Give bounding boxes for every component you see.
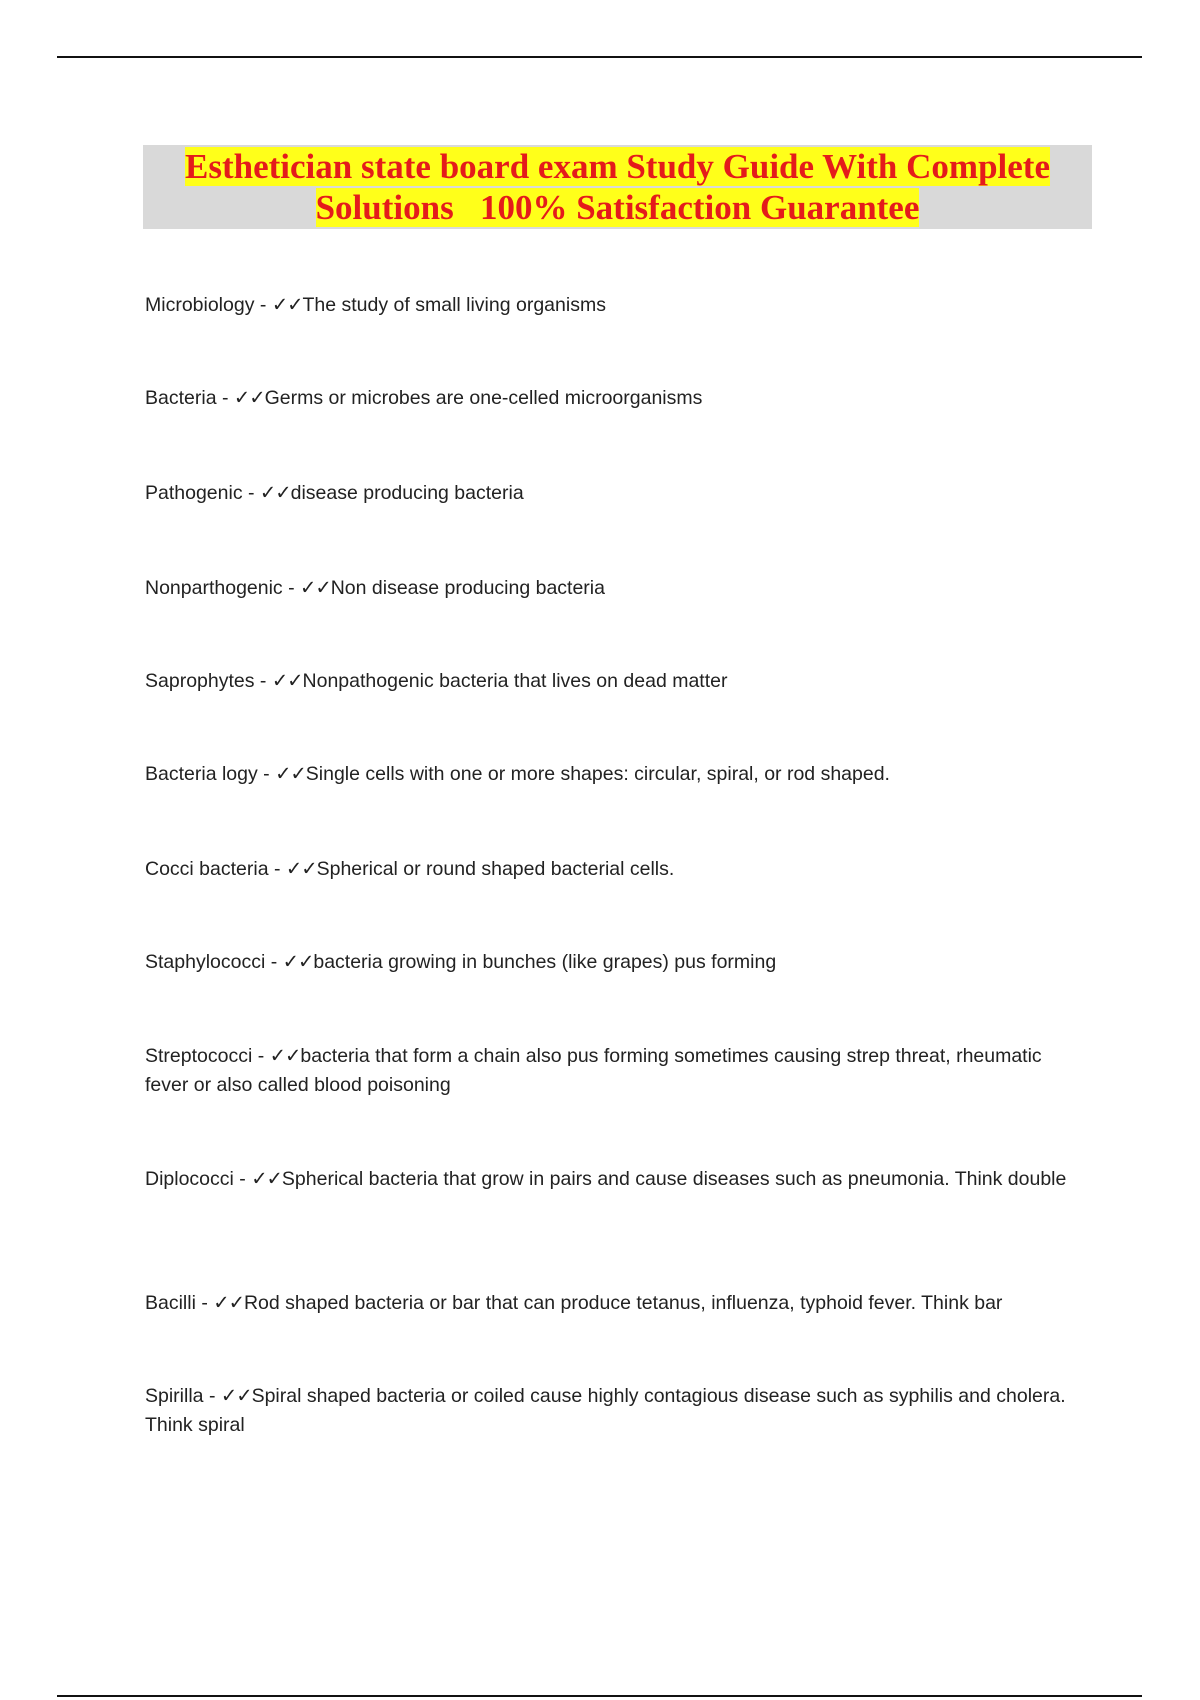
list-item: Bacteria - ✓✓Germs or microbes are one-celled microorganisms	[145, 387, 703, 409]
list-item: Microbiology - ✓✓The study of small living organisms	[145, 294, 606, 316]
list-item: Bacilli - ✓✓Rod shaped bacteria or bar that can produce tetanus, influenza, typhoid fever. Think bar	[145, 1292, 1003, 1314]
entry-definition: Single cells with one or more shapes: circular, spiral, or rod shaped.	[305, 763, 890, 785]
double-check-icon: ✓✓	[233, 387, 265, 409]
double-check-icon: ✓✓	[269, 1045, 301, 1067]
entry-definition: Spherical bacteria that grow in pairs and cause diseases such as pneumonia. Think double	[281, 1168, 1067, 1190]
list-item: Cocci bacteria - ✓✓Spherical or round shaped bacterial cells.	[145, 858, 675, 880]
entry-definition: bacteria growing in bunches (like grapes) pus forming	[313, 951, 777, 973]
double-check-icon: ✓✓	[282, 951, 314, 973]
entry-term: Staphylococci	[145, 951, 266, 973]
entry-definition: Germs or microbes are one-celled microorganisms	[264, 387, 703, 409]
entry-term: Saprophytes	[145, 670, 255, 692]
list-item: Spirilla - ✓✓Spiral shaped bacteria or coiled cause highly contagious disease such as syphilis and cholera. Think spiral	[145, 1385, 1066, 1436]
list-item: Diplococci - ✓✓Spherical bacteria that grow in pairs and cause diseases such as pneumonia. Think double	[145, 1168, 1067, 1190]
entry-term: Bacilli	[145, 1292, 196, 1314]
entry-term: Diplococci	[145, 1168, 234, 1190]
entry-term: Nonparthogenic	[145, 577, 283, 599]
double-check-icon: ✓✓	[259, 482, 291, 504]
double-check-icon: ✓✓	[275, 763, 306, 785]
entry-term: Bacteria	[145, 387, 217, 409]
footer-rule	[57, 1695, 1142, 1697]
entry-term: Bacteria logy	[145, 763, 258, 785]
double-check-icon: ✓✓	[220, 1385, 252, 1407]
double-check-icon: ✓✓	[271, 670, 303, 692]
entry-definition: disease producing bacteria	[290, 482, 524, 504]
double-check-icon: ✓✓	[300, 577, 331, 599]
double-check-icon: ✓✓	[213, 1292, 244, 1314]
list-item: Streptococci - ✓✓bacteria that form a chain also pus forming sometimes causing strep threat, rheumatic fever or also called blood poisoning	[145, 1045, 1042, 1096]
entry-definition: The study of small living organisms	[302, 294, 606, 316]
entry-term: Microbiology	[145, 294, 255, 316]
entry-term: Streptococci	[145, 1045, 253, 1067]
entry-definition: Spiral shaped bacteria or coiled cause highly contagious disease such as syphilis and cholera. Think spiral	[145, 1385, 1066, 1436]
list-item: Saprophytes - ✓✓Nonpathogenic bacteria that lives on dead matter	[145, 670, 728, 692]
list-item: Nonparthogenic - ✓✓Non disease producing bacteria	[145, 577, 605, 599]
title-line-1: Esthetician state board exam Study Guide With Complete	[185, 147, 1050, 186]
entry-term: Spirilla	[145, 1385, 204, 1407]
title-line-2: Solutions 100% Satisfaction Guarantee	[315, 188, 920, 227]
entry-definition: Spherical or round shaped bacterial cells.	[316, 858, 675, 880]
list-item: Bacteria logy - ✓✓Single cells with one or more shapes: circular, spiral, or rod shaped.	[145, 763, 890, 785]
double-check-icon: ✓✓	[285, 858, 317, 880]
entry-definition: Nonpathogenic bacteria that lives on dead matter	[302, 670, 728, 692]
list-item: Pathogenic - ✓✓disease producing bacteria	[145, 482, 524, 504]
entry-term: Pathogenic	[145, 482, 243, 504]
entry-definition: Rod shaped bacteria or bar that can produce tetanus, influenza, typhoid fever. Think bar	[243, 1292, 1003, 1314]
entry-term: Cocci bacteria	[145, 858, 269, 880]
header-rule	[57, 56, 1142, 58]
entry-definition: bacteria that form a chain also pus forming sometimes causing strep threat, rheumatic fever or also called blood poisoning	[145, 1045, 1042, 1096]
double-check-icon: ✓✓	[251, 1168, 282, 1190]
double-check-icon: ✓✓	[271, 294, 303, 316]
entry-definition: Non disease producing bacteria	[330, 577, 605, 599]
document-title	[143, 145, 1092, 229]
list-item: Staphylococci - ✓✓bacteria growing in bunches (like grapes) pus forming	[145, 951, 777, 973]
